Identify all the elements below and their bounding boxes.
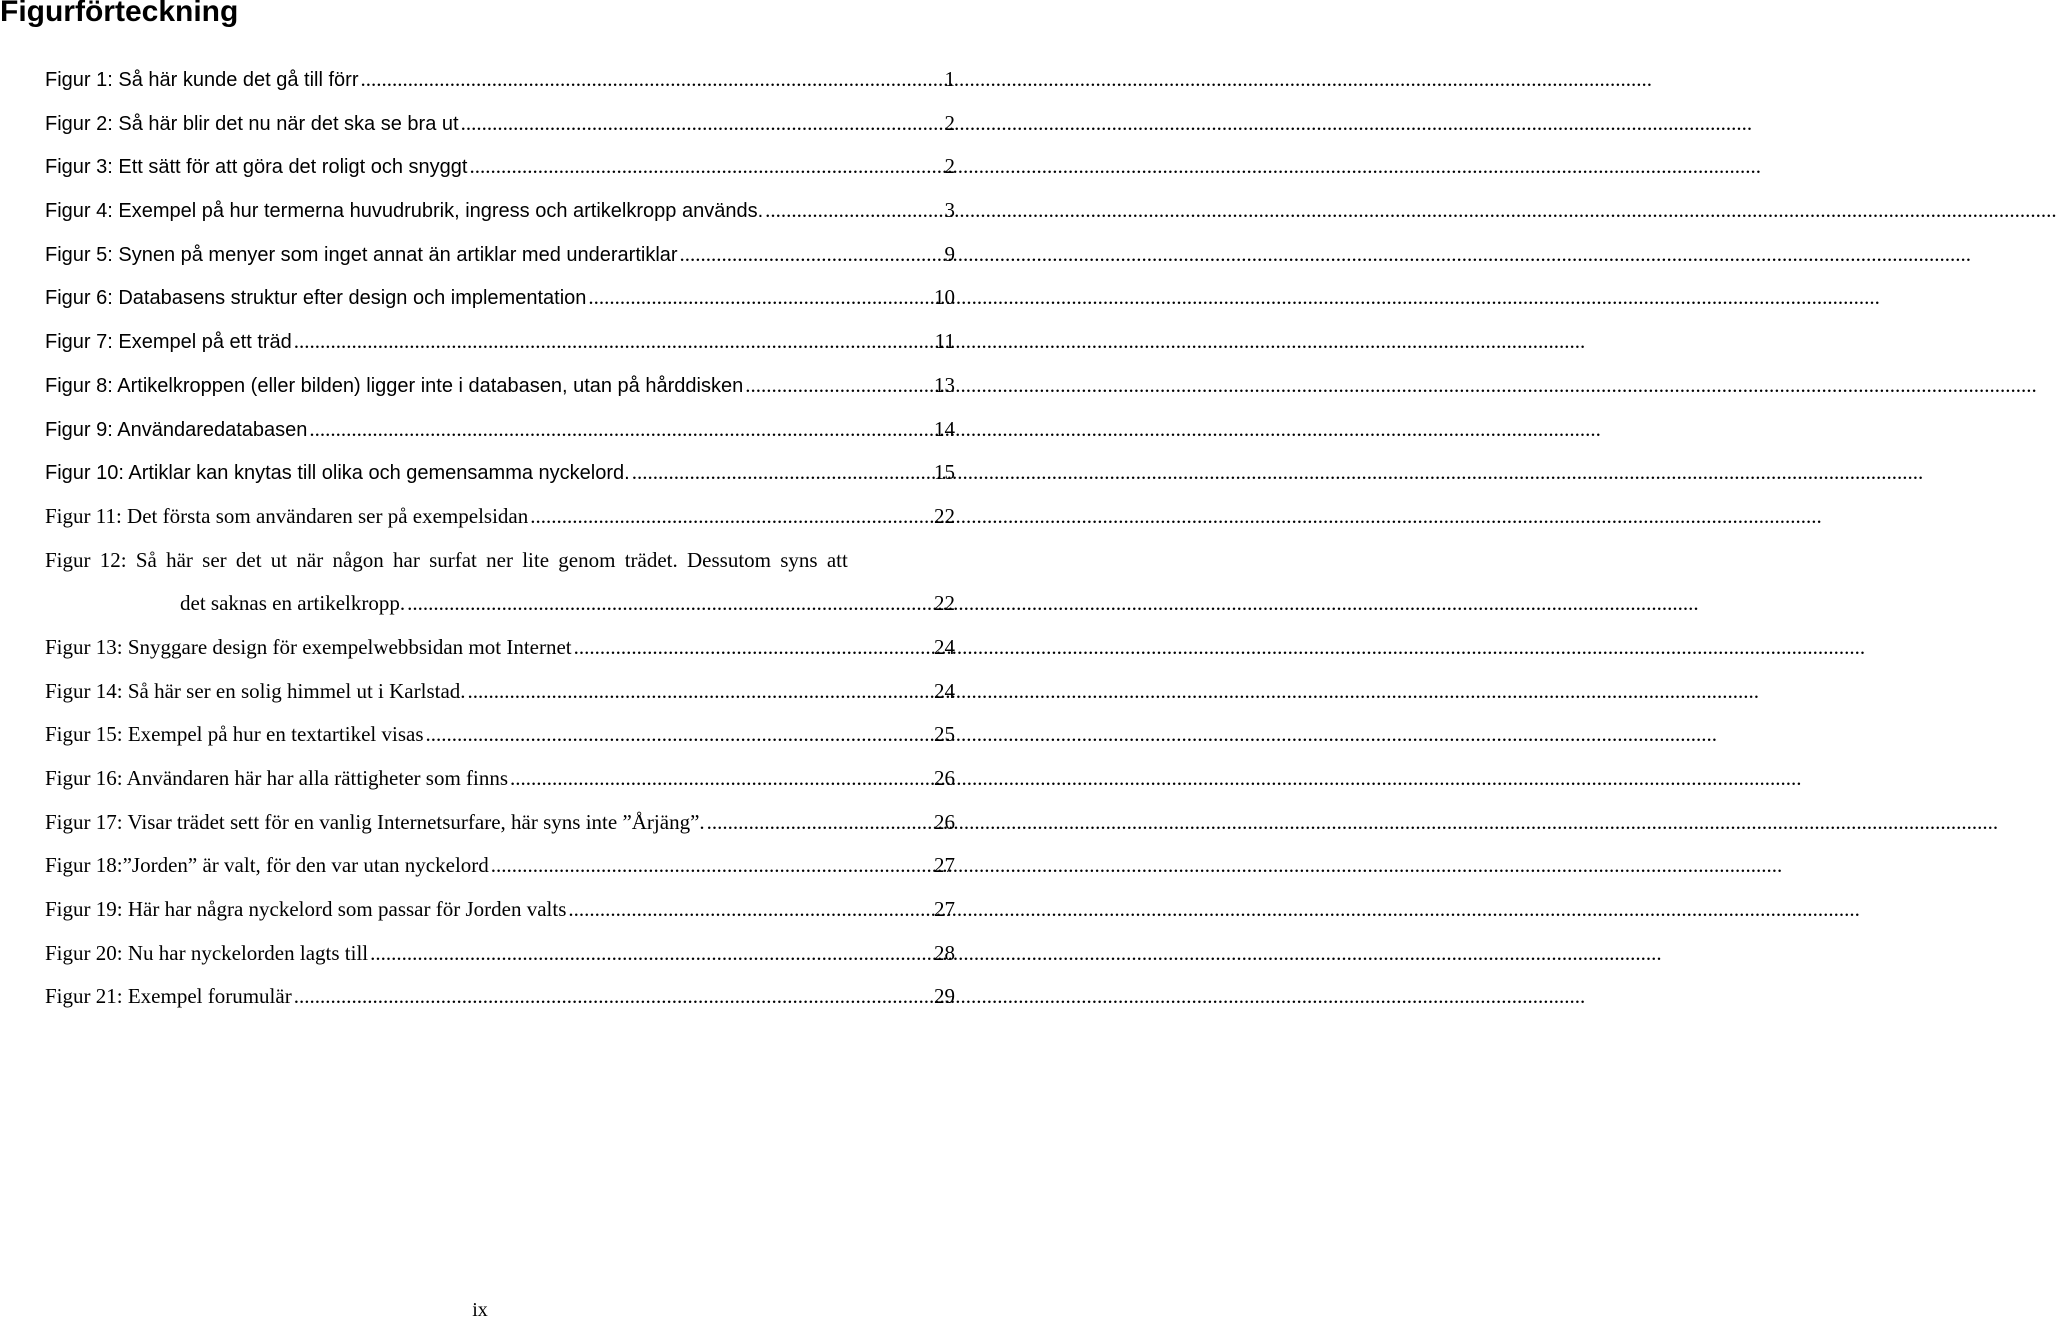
toc-page-number: 27 (934, 853, 955, 878)
toc-entry[interactable] (45, 635, 955, 679)
toc-entry-title: Figur 5: Synen på menyer som inget annat än artiklar med underartiklar (45, 243, 678, 266)
toc-entry[interactable] (45, 111, 955, 155)
dot-leader (370, 941, 931, 966)
toc-page-number: 10 (934, 285, 955, 310)
toc-page-number: 14 (934, 416, 955, 441)
toc-entry-title: Figur 11: Det första som användaren ser på exempelsidan (45, 503, 529, 528)
dot-leader (680, 242, 931, 267)
toc-entry[interactable] (45, 897, 955, 941)
toc-page-number: 27 (934, 897, 955, 922)
dot-leader (588, 285, 931, 310)
toc-entry[interactable] (45, 417, 955, 461)
toc-entry[interactable] (45, 460, 955, 504)
dot-leader (530, 504, 931, 529)
toc-entry[interactable] (45, 67, 955, 111)
page-heading: Figurförteckning (0, 0, 239, 28)
toc-entry-title: Figur 17: Visar trädet sett för en vanlig Internetsurfare, här syns inte ”Årjäng”. (45, 809, 705, 834)
toc-entry[interactable] (45, 504, 955, 548)
dot-leader (426, 722, 932, 747)
toc-page-number: 15 (934, 460, 955, 485)
toc-entry-wrapped[interactable] (45, 548, 955, 635)
toc-page-number: 26 (934, 766, 955, 791)
toc-entry-title: Figur 18:”Jorden” är valt, för den var utan nyckelord (45, 853, 489, 878)
toc-page-number: 28 (934, 940, 955, 965)
toc-page-number: 13 (934, 372, 955, 397)
toc-entry-title: Figur 19: Här har några nyckelord som passar för Jorden valts (45, 897, 567, 922)
toc-entry-title: Figur 14: Så här ser en solig himmel ut i Karlstad. (45, 678, 466, 703)
toc-page-number: 24 (934, 678, 955, 703)
dot-leader (294, 984, 931, 1009)
toc-entry[interactable] (45, 941, 955, 985)
toc-page-number: 22 (934, 503, 955, 528)
toc-entry-title: Figur 20: Nu har nyckelorden lagts till (45, 940, 369, 965)
toc-entry[interactable] (45, 984, 955, 1028)
toc-page-number: 26 (934, 809, 955, 834)
dot-leader (632, 460, 931, 485)
toc-entry[interactable] (45, 810, 955, 854)
dot-leader (574, 635, 931, 660)
toc-entry-title: Figur 13: Snyggare design för exempelwebbsidan mot Internet (45, 634, 572, 659)
toc-entry[interactable] (45, 198, 955, 242)
dot-leader (461, 111, 931, 136)
toc-entry-title: Figur 15: Exempel på hur en textartikel visas (45, 722, 424, 747)
toc-entry[interactable] (45, 853, 955, 897)
toc-page-number: 22 (934, 591, 955, 616)
dot-leader (309, 417, 931, 442)
toc-entry-title: Figur 9: Användaredatabasen (45, 418, 308, 441)
toc-entry[interactable] (45, 329, 955, 373)
dot-leader (294, 329, 931, 354)
dot-leader (468, 679, 931, 704)
toc-entry-title-line2: det saknas en artikelkropp. (180, 591, 406, 616)
toc-page-number: 2 (944, 154, 955, 179)
toc-entry-title: Figur 21: Exempel forumulär (45, 984, 292, 1009)
toc-entry-title: Figur 7: Exempel på ett träd (45, 331, 292, 354)
toc-entry[interactable] (45, 679, 955, 723)
toc-entry[interactable] (45, 154, 955, 198)
toc-entry-title: Figur 16: Användaren här har alla rättigheter som finns (45, 766, 509, 791)
toc-page-number: 25 (934, 722, 955, 747)
dot-leader (407, 591, 931, 616)
toc-entry[interactable] (45, 242, 955, 286)
dot-leader (491, 853, 931, 878)
toc-entry-title: Figur 6: Databasens struktur efter design och implementation (45, 287, 587, 310)
dot-leader (765, 198, 931, 223)
toc-page-number: 1 (944, 67, 955, 91)
toc-entry[interactable] (45, 373, 955, 417)
toc-page-number: 11 (934, 329, 955, 354)
figure-list (45, 67, 955, 1028)
toc-entry[interactable] (45, 285, 955, 329)
dot-leader (361, 67, 932, 92)
toc-entry-title: Figur 1: Så här kunde det gå till förr (45, 69, 359, 91)
toc-page-number: 9 (944, 241, 955, 266)
dot-leader (745, 373, 931, 398)
toc-page-number: 29 (934, 984, 955, 1009)
dot-leader (510, 766, 931, 791)
toc-entry-title: Figur 2: Så här blir det nu när det ska se bra ut (45, 112, 459, 135)
toc-entry[interactable] (45, 766, 955, 810)
toc-entry-title: Figur 8: Artikelkroppen (eller bilden) ligger inte i databasen, utan på hårddisken (45, 374, 744, 397)
toc-entry-title: Figur 4: Exempel på hur termerna huvudrubrik, ingress och artikelkropp används. (45, 200, 764, 223)
toc-page-number: 24 (934, 634, 955, 659)
toc-entry-title: Figur 3: Ett sätt för att göra det roligt och snyggt (45, 156, 468, 179)
dot-leader (707, 810, 931, 835)
toc-entry[interactable] (45, 722, 955, 766)
dot-leader (469, 154, 931, 179)
toc-page-number: 3 (944, 198, 955, 223)
toc-entry-title-line1: Figur 12: Så här ser det ut när någon har surfat ner lite genom trädet. Dessutom syns att (45, 547, 848, 572)
toc-page-number: 2 (944, 110, 955, 135)
dot-leader (568, 897, 931, 922)
page-number-footer: ix (472, 1299, 488, 1321)
toc-entry-title: Figur 10: Artiklar kan knytas till olika och gemensamma nyckelord. (45, 462, 630, 485)
